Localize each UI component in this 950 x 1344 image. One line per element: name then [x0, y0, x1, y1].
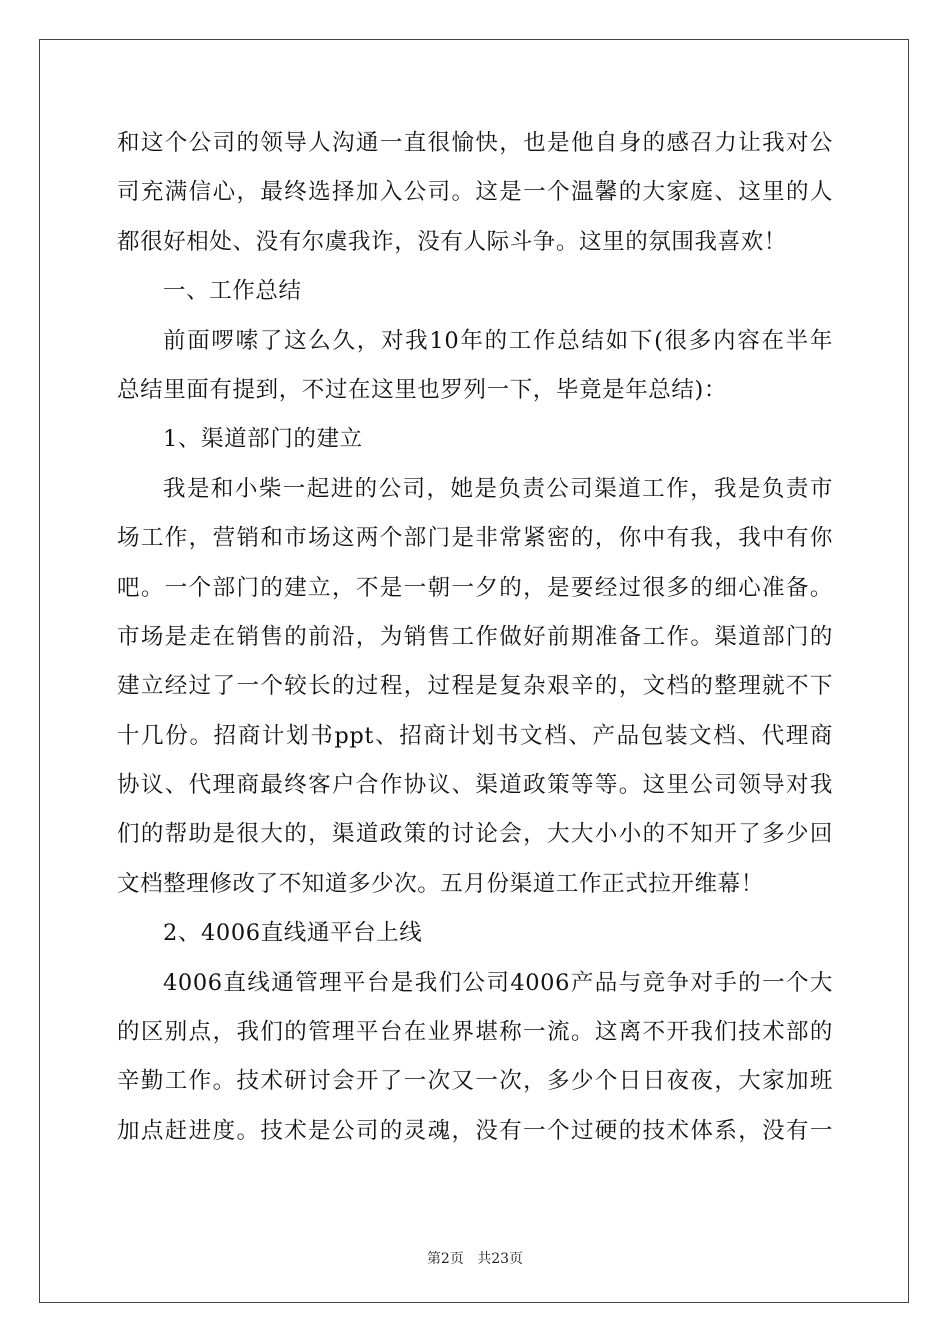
text-line: 司充满信心，最终选择加入公司。这是一个温馨的大家庭、这里的人: [117, 179, 833, 206]
text-line: 的区别点，我们的管理平台在业界堪称一流。这离不开我们技术部的: [117, 1019, 833, 1046]
text-line: 总结里面有提到，不过在这里也罗列一下，毕竟是年总结)：: [117, 376, 727, 403]
text-line: 十几份。招商计划书ppt、招商计划书文档、产品包装文档、代理商: [117, 722, 833, 749]
document-body: [117, 128, 833, 1165]
text-line: 一、工作总结: [163, 278, 302, 305]
text-line: 1、渠道部门的建立: [163, 426, 363, 453]
page-footer: [0, 1248, 950, 1268]
text-line: 前面啰嗦了这么久，对我10年的工作总结如下(很多内容在半年: [163, 327, 833, 354]
text-line: 我是和小柴一起进的公司，她是负责公司渠道工作，我是负责市: [163, 475, 833, 502]
text-line: 和这个公司的领导人沟通一直很愉快，也是他自身的感召力让我对公: [117, 130, 833, 156]
text-line: 建立经过了一个较长的过程，过程是复杂艰辛的，文档的整理就不下: [117, 673, 833, 700]
text-line: 加点赶进度。技术是公司的灵魂，没有一个过硬的技术体系，没有一: [117, 1117, 833, 1144]
text-line: 都很好相处、没有尔虞我诈，没有人际斗争。这里的氛围我喜欢！: [117, 228, 787, 255]
text-line: 2、4006直线通平台上线: [163, 920, 423, 947]
text-line: 协议、代理商最终客户合作协议、渠道政策等等。这里公司领导对我: [117, 772, 833, 799]
page-total: 共23页: [477, 1251, 524, 1267]
text-line: 4006直线通管理平台是我们公司4006产品与竞争对手的一个大: [163, 969, 833, 996]
text-line: 场工作，营销和市场这两个部门是非常紧密的，你中有我，我中有你: [117, 525, 833, 552]
text-line: 辛勤工作。技术研讨会开了一次又一次，多少个日日夜夜，大家加班: [117, 1068, 833, 1095]
text-line: 吧。一个部门的建立，不是一朝一夕的，是要经过很多的细心准备。: [117, 574, 833, 601]
text-line: 市场是走在销售的前沿，为销售工作做好前期准备工作。渠道部门的: [117, 623, 833, 650]
page-number: 第2页: [426, 1251, 464, 1267]
text-line: 们的帮助是很大的，渠道政策的讨论会，大大小小的不知开了多少回: [117, 821, 833, 848]
text-line: 文档整理修改了不知道多少次。五月份渠道工作正式拉开维幕！: [117, 870, 764, 897]
